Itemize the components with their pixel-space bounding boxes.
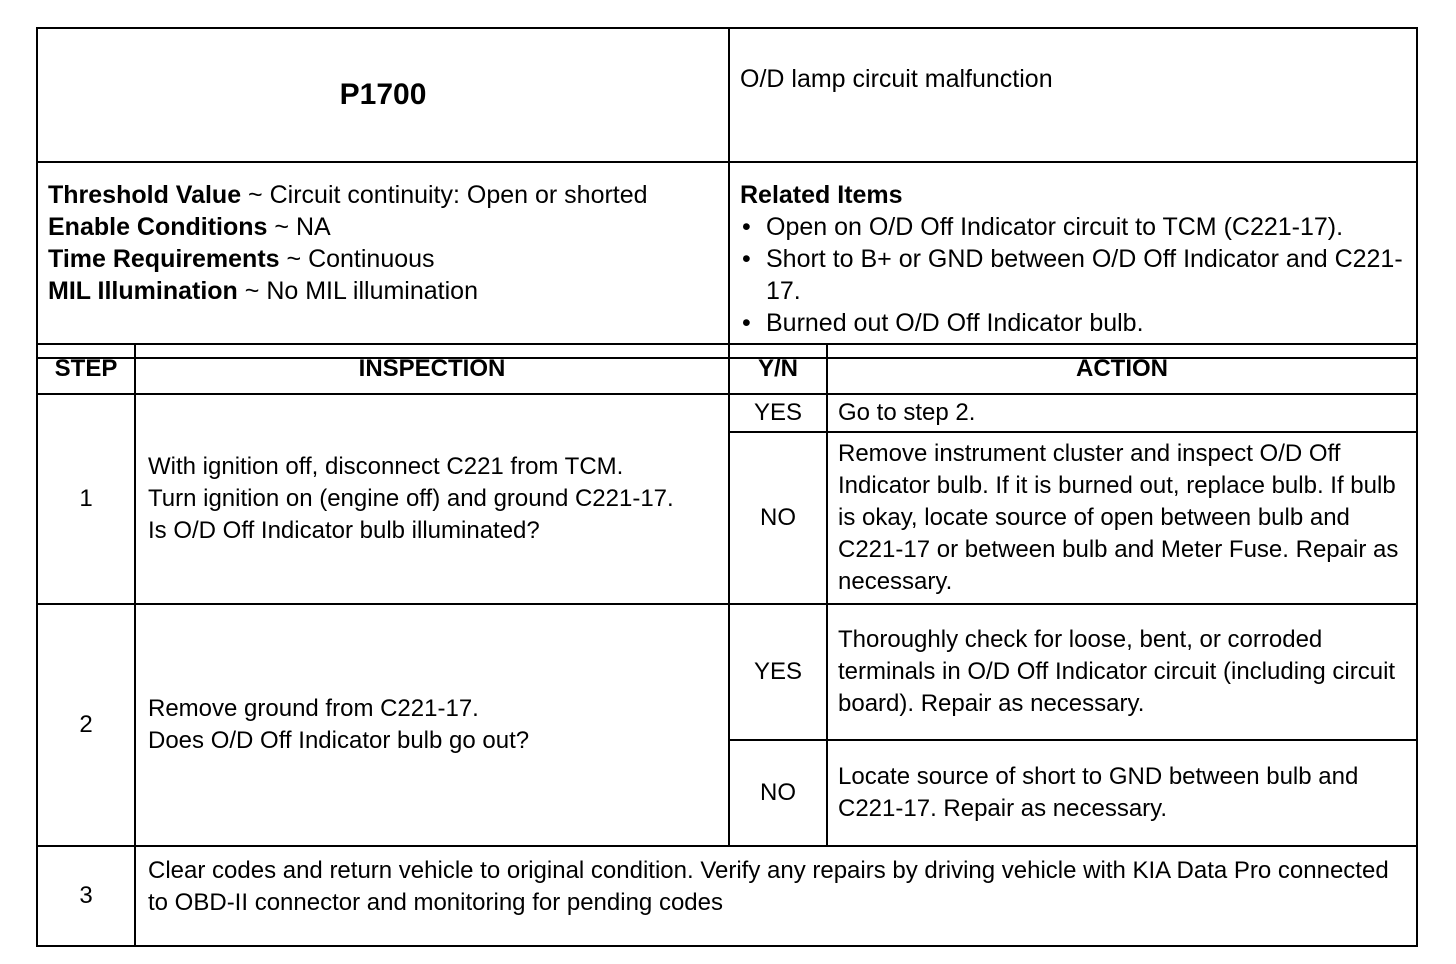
step-3-row xyxy=(37,846,1417,946)
step-1-yes-row xyxy=(37,394,1417,432)
inspection-line: Remove ground from C221-17. xyxy=(148,695,479,722)
related-items-title: Related Items xyxy=(740,181,903,209)
related-item xyxy=(740,211,1416,243)
step-instruction: Clear codes and return vehicle to original condition. Verify any repairs by driving vehicle with KIA Data Pro connected to OBD-II connector and monitoring for pending codes xyxy=(135,846,1417,946)
threshold-value-text: Circuit continuity: Open or shorted xyxy=(269,181,648,209)
dtc-header-row xyxy=(37,28,1417,162)
enable-conditions-text: NA xyxy=(295,213,331,241)
inspection-line: Is O/D Off Indicator bulb illuminated? xyxy=(148,517,540,544)
time-requirements-text: Continuous xyxy=(308,245,435,273)
bullet-icon: • xyxy=(742,213,751,241)
yes-label: YES xyxy=(729,604,827,740)
time-requirements-sep: ~ xyxy=(279,245,309,273)
related-item-text: Open on O/D Off Indicator circuit to TCM (C221-17). xyxy=(766,213,1344,241)
dtc-conditions-row xyxy=(37,162,1417,358)
dtc-info-table xyxy=(36,27,1418,359)
bullet-icon: • xyxy=(742,245,751,273)
mil-illumination-sep: ~ xyxy=(237,277,267,305)
monitor-conditions xyxy=(37,162,729,358)
enable-conditions-sep: ~ xyxy=(267,213,296,241)
dtc-description: O/D lamp circuit malfunction xyxy=(729,28,1417,162)
related-items xyxy=(729,162,1417,358)
mil-illumination xyxy=(48,275,728,307)
no-action: Remove instrument cluster and inspect O/D Off Indicator bulb. If it is burned out, replace bulb. If bulb is okay, locate source of open between bulb and C221-17 or between bulb and Meter Fuse. Repair as necessary. xyxy=(827,432,1417,604)
step-number: 2 xyxy=(37,604,135,846)
threshold-value xyxy=(48,179,728,211)
related-item xyxy=(740,307,1416,339)
related-item xyxy=(740,243,1416,307)
column-header-yn: Y/N xyxy=(729,344,827,394)
enable-conditions xyxy=(48,211,728,243)
step-number: 3 xyxy=(37,846,135,946)
yes-action: Thoroughly check for loose, bent, or corroded terminals in O/D Off Indicator circuit (including circuit board). Repair as necessary. xyxy=(827,604,1417,740)
threshold-value-label: Threshold Value xyxy=(48,181,242,209)
dtc-code: P1700 xyxy=(37,28,729,162)
time-requirements-label: Time Requirements xyxy=(48,245,280,273)
inspection-line: Does O/D Off Indicator bulb go out? xyxy=(148,727,530,754)
no-action: Locate source of short to GND between bulb and C221-17. Repair as necessary. xyxy=(827,740,1417,846)
yes-label: YES xyxy=(729,394,827,432)
column-header-inspection: INSPECTION xyxy=(135,344,729,394)
related-item-text: Short to B+ or GND between O/D Off Indicator and C221-17. xyxy=(766,245,1403,305)
mil-illumination-label: MIL Illumination xyxy=(48,277,238,305)
inspection-line: With ignition off, disconnect C221 from TCM. xyxy=(148,453,624,480)
time-requirements xyxy=(48,243,728,275)
step-inspection xyxy=(135,604,729,846)
no-label: NO xyxy=(729,740,827,846)
yes-action: Go to step 2. xyxy=(827,394,1417,432)
inspection-line: Turn ignition on (engine off) and ground C221-17. xyxy=(148,485,674,512)
related-item-text: Burned out O/D Off Indicator bulb. xyxy=(766,309,1144,337)
enable-conditions-label: Enable Conditions xyxy=(48,213,268,241)
threshold-value-sep: ~ xyxy=(241,181,270,209)
column-header-action: ACTION xyxy=(827,344,1417,394)
step-number: 1 xyxy=(37,394,135,604)
column-header-step: STEP xyxy=(37,344,135,394)
related-items-list xyxy=(740,211,1416,339)
step-inspection xyxy=(135,394,729,604)
diagnostic-header-row xyxy=(37,344,1417,394)
mil-illumination-text: No MIL illumination xyxy=(266,277,478,305)
diagnostic-table xyxy=(36,343,1418,947)
no-label: NO xyxy=(729,432,827,604)
bullet-icon: • xyxy=(742,309,751,337)
step-2-yes-row xyxy=(37,604,1417,740)
